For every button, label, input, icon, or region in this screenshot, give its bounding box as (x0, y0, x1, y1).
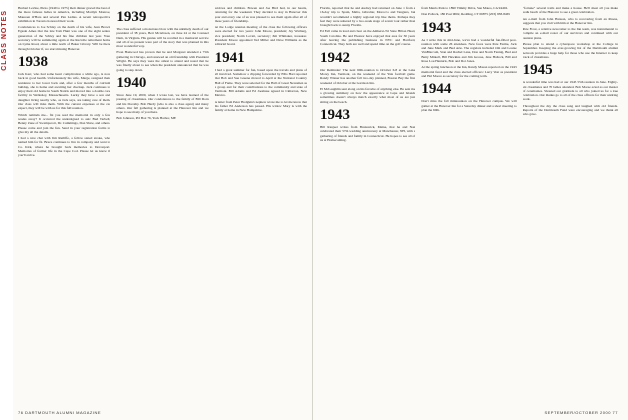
class-note-paragraph: As I write this in mid-June, we've had a wonderful fun-filled post-reunion with some 26 attendees. New faces were Pete Ferme, Jack and June Mark and Bud Arie. The regulars included Om and Louise VanBlarcom, Stan and Rachel Lane, Don and Norm Fannig, Bud and Betty Mintell, Bill Hawkins and Jim Grosse, Jane Hallock, Bill and Rose Lou Hannick, Bob and Dot Jones. (421, 37, 517, 64)
class-note-paragraph: Condolences to Joe Schley on the death of his wife, Jean Brown Egasin Ames that the late Tom Hunt was one of the eight senior generation of the Schley and his fine children last year. Your secretary will be summering again at the Rectolle retirement home on Lyme Road, about a mile north of Baker Library. Will be there through October if, we start missing Hanover. (18, 25, 111, 51)
class-note-paragraph: "fortune" several trails and make a house. He'll meet all you make walk beach of the Hanover to see a great celebration. (522, 6, 618, 15)
right-page (314, 0, 628, 420)
class-note-paragraph: Ed Fell came in loud and clear on the Amherst-Tri State Hilton Head, South Carolina. He and Eleanor have enjoyed that area for 30 years after leaving the publishing business in NYC and Hartford, Connecticut. They both are well and spend time on the golf course. (320, 29, 416, 47)
class-year-heading: 1938 (18, 53, 48, 70)
text-column (421, 6, 516, 400)
class-year-heading: 1942 (320, 49, 350, 66)
right-folio: SEPTEMBER/OCTOBER 2000 77 (544, 410, 618, 415)
class-note-paragraph: Bob Johnson, PO Box 76, York Harbor, ME (116, 116, 177, 121)
class-note-paragraph: Since June 19, 2000, when I wrote last, we have learned of the passing of classmates. Our condolences to the family of Bill Dorn and his Dorothy. Bob Hardy (who is also a class agent) and many others. Our fall gathering is planned at the Hanover Inn and we hope to see many of you there. (116, 92, 209, 115)
class-year-heading: 1943 (320, 107, 350, 124)
class-note-paragraph: Florida, reported that he and Audrey had returned on June 1 from a 16-day trip to Spain, Malta, Gibraltar, Morocco and Tangiers, but wouldn't recommend a highly regional trip like theirs. Perhaps they feel they were ushered by a two-week stage of scenic tour rather than brought back to sunny Florida. (320, 6, 416, 28)
class-note-paragraph: Herbert Levine, Pizzo (1949 to 1975) their dinner graced the best of the more famous ladies in America, including Marilyn Monroe, Maureen O'Hara and several Pan Ladies. A recent retrospective exhibition in Toronto honored their work. (18, 6, 111, 23)
class-note-paragraph: Jack Kerr, who had some heart complication a while ago, is now back in good health. Unfortunately his wife, Marge, resigned their residence to her lower back and, after a few months of calcium buildup, she is home and awaiting her checkup. Jack continues to enjoy their old home in South Natick and moved into a double care facility in Wellesley, Massachusetts. Lucky they have a son and daughter living nearby who, as Jack says, are taking care of them. Our class will miss them. With the current expenses at the car expect, they will be with us for this full reunion. (18, 71, 111, 111)
class-note-paragraph: I had a great summer for fun, based upon the travels and plans of all involved. Somehow a clipping forwarded by Ellis Hart reported that Bob and Sue Greene moved to April at the National Country Hall of Fame. They were selected for the Hall of Great Newsmen as a group and for their contributions to the community and state of Vermont. Bill Adams and Ed Joeshuse agreed in Cimarron, New Mexico. (214, 67, 307, 98)
class-year-heading: 1941 (214, 49, 245, 66)
running-title-strip (0, 0, 13, 420)
class-note-paragraph: Evan Hanwood has proven that he and Margaret attended a 75th gathering in Chicago, and renewed an old friendship with President Wright. He says they were the oldest to attend and noted that he was finally about to see when the president announced that he was going to step down. (116, 50, 209, 72)
running-title: CLASS NOTES (1, 10, 8, 71)
right-columns (320, 6, 618, 400)
class-note-paragraph: Don Pollock, 180 Post 9002, Redding, CT 06875 (203) 938-8465 (421, 12, 510, 17)
left-columns (18, 6, 307, 400)
text-column (18, 6, 110, 400)
class-note-paragraph: At the Lodge reunion meeting of the class the following officers were elected for two years: John Moore, president; Jay Warburg, vice president; Norm Lovatt, secretary; Jim Whittaker, treasurer. President Moore appointed Ted Miller and Dave Williams as the editorial board. (214, 25, 307, 47)
class-year-heading: 1939 (116, 9, 147, 25)
text-column (320, 6, 415, 400)
class-note-paragraph: from Menlo Park to 1890 Vimmy Drive, San Mateo, CA 94402. (421, 6, 508, 10)
class-note-paragraph: Which reminds me... fix you read the memorial in only a few weeks away? It occurred the undersigned to ask: Bud Tarbell, Benny Zane of Swampscott, Dr. Cummings, Don Shaw, and others. Please come and join the fun. Send in your registration forms to give my all the details. (18, 112, 111, 134)
class-note-paragraph: El McLaughlin sent along on his favorite of anything else. He sent me a glowing summary on how the appearance at Lapu and Islands sometimes doesn't always match exactly what most of us are just sitting on the beach. (320, 86, 416, 104)
class-note-paragraph: Pete Frost, a relative newcomer to the Inn team, was instrumental to compile an e-mail roster of our survivors and continued with our reunion plans. (522, 27, 618, 40)
class-note-paragraph: At the spring luncheon at the Inn, Randy Mason reported on the 1943 memorial fund and the class elected officers: Larry Vest as president and Hal Moore as secretary for the coming term. (421, 65, 517, 78)
class-note-paragraph: Bill Ranjeet writes from Brunswick, Maine, that he and Nan celebrated their 57th wedding anniversary at Manchester, NH, with a gathering of friends and family in Connecticut. He hopes to see all of us at Homecoming. (320, 125, 416, 142)
text-column (523, 6, 618, 400)
class-note-paragraph: A wonderful time was had at our 1945 55th reunion in June. Eighty-six classmates and 70 ladies attended. Bob Morse acted as our master of ceremonies. Shouted our gratitude to all who joined us for a true celebration. Our thanks go to all of the class officers for their untiring work. (522, 80, 618, 102)
class-note-paragraph: A letter from Peter Hodgkin's nephew wrote me to let me know that his father Ed Anderson has passed. His widow Mary is with the family at home in New Hampshire. (214, 99, 307, 113)
class-note-paragraph: I had a nice chat with Jim Rutliffe, a fellow stated stroke, who named him for fit. Bruce continues to live in company and went to Ca. Kirk, where he brought back memories to Devonport. Memories of former life in the Cape Cod. Please let us know if you'll arrive. (18, 136, 111, 158)
class-year-heading: 1940 (116, 74, 147, 91)
class-year-heading: 1943 (421, 19, 452, 36)
text-column (116, 6, 208, 400)
class-note-paragraph: Our Reminder: The next 60th-reunion is October 6-8 at the Lake Morey Inn, Vermont, on the weekend of the Yale football game. Randy Wisner has another fall two-day planned, Boston Bay the first weekend of October at the Garrison Inn. (320, 67, 416, 85)
left-folio: 76 DARTMOUTH ALUMNI MAGAZINE (18, 410, 102, 415)
class-note-paragraph: widows and children. Bowen and Joe Bird had, in our hearts, returning for the weekend. They decided to stay in Hanover this year and every one of us was pleased to see them again after all of these years of friendship. (214, 6, 307, 23)
class-year-heading: 1945 (522, 62, 553, 79)
class-note-paragraph: Please plan to attend a cyberspace workshop at the College in September. Keeping the ever-growing list of the Dartmouth alumni network provides a huge help for those who use the Internet to keep track of classmates. (522, 42, 618, 59)
left-page (0, 0, 313, 420)
class-year-heading: 1944 (421, 81, 452, 98)
class-note-paragraph: Throughout the day the class sang and laughed with old friends. Reports of the Dartmouth Fund were encouraging and we thank all who gave. (522, 103, 618, 117)
class-note-paragraph: The class suffered a monstrous blow with the untimely death of our president of 38 years, Bert McAlveen, on June 24 at the Conneel Dam, in Virginia. His genius will be recalled in a memorial service and all of us present were part of the story that was planned in this most wonderful way. (116, 27, 209, 49)
text-column (215, 6, 307, 400)
class-note-paragraph: Don't miss the fall minireunion on the Hanover campus. We will gather at the Hanover Inn for a Saturday dinner and a short meeting to plan the 60th. (421, 99, 517, 112)
class-note-paragraph: An e-mail from John Hanson, who is recovering from an illness, suggests that you visit with him at the Hanover Inn. (522, 16, 618, 25)
